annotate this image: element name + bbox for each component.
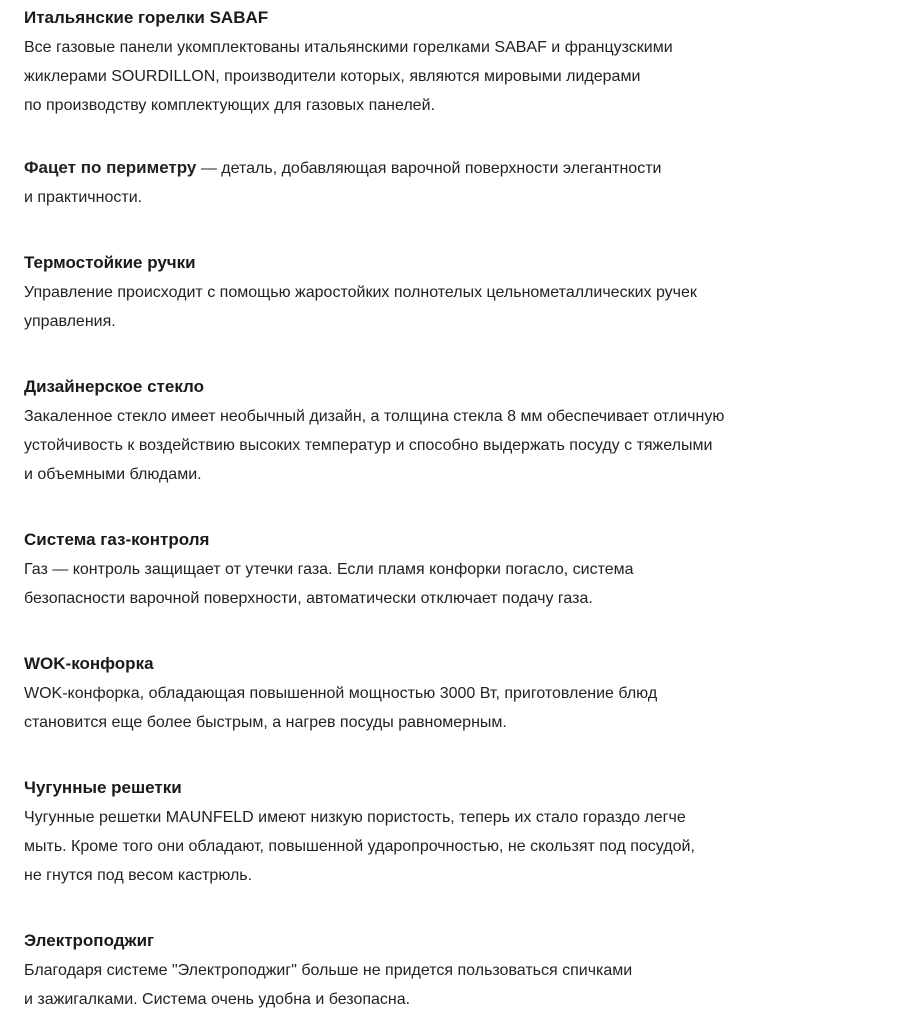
text-line	[24, 153, 879, 183]
text-line: мыть. Кроме того они обладают, повышенной ударопрочностью, не скользят под посудой,	[24, 838, 695, 855]
feature-gas-control	[24, 528, 879, 613]
feature-electric-ignition	[24, 929, 879, 1014]
text-line: жиклерами SOURDILLON, производители которых, являются мировыми лидерами	[24, 68, 641, 85]
text-line: и объемными блюдами.	[24, 466, 202, 483]
feature-text	[24, 33, 879, 120]
feature-text	[24, 803, 879, 890]
text-line: не гнутся под весом кастрюль.	[24, 867, 253, 884]
text-line: по производству комплектующих для газовых панелей.	[24, 97, 435, 114]
feature-text	[24, 278, 879, 336]
feature-title: Система газ-контроля	[24, 530, 210, 549]
feature-title: Фацет по периметру	[24, 158, 197, 177]
text-fragment: — деталь, добавляющая варочной поверхности элегантности	[196, 160, 662, 177]
text-line: и практичности.	[24, 189, 143, 206]
feature-text	[24, 153, 879, 212]
text-line: безопасности варочной поверхности, автоматически отключает подачу газа.	[24, 590, 593, 607]
text-line: WOK-конфорка, обладающая повышенной мощностью 3000 Вт, приготовление блюд	[24, 685, 658, 702]
feature-title: Чугунные решетки	[24, 778, 182, 797]
text-line: устойчивость к воздействию высоких температур и способно выдержать посуду с тяжелыми	[24, 437, 713, 454]
text-line: становится еще более быстрым, а нагрев посуды равномерным.	[24, 714, 507, 731]
text-line: управления.	[24, 313, 116, 330]
feature-text	[24, 555, 879, 613]
feature-title: Электроподжиг	[24, 931, 155, 950]
feature-wok-burner	[24, 652, 879, 737]
feature-text	[24, 956, 879, 1014]
text-line: Газ — контроль защищает от утечки газа. Если пламя конфорки погасло, система	[24, 561, 634, 578]
text-line: Управление происходит с помощью жаростойких полнотелых цельнометаллических ручек	[24, 284, 697, 301]
feature-heat-resistant-knobs	[24, 251, 879, 336]
text-line: Чугунные решетки MAUNFELD имеют низкую пористость, теперь их стало гораздо легче	[24, 809, 686, 826]
text-line: Закаленное стекло имеет необычный дизайн, а толщина стекла 8 мм обеспечивает отличную	[24, 408, 725, 425]
feature-text	[24, 402, 879, 489]
feature-title: Дизайнерское стекло	[24, 377, 205, 396]
feature-perimeter-facet	[24, 153, 879, 212]
feature-text	[24, 679, 879, 737]
feature-sabaf-burners	[24, 6, 879, 120]
text-line: Все газовые панели укомплектованы итальянскими горелками SABAF и французскими	[24, 39, 673, 56]
feature-title: Термостойкие ручки	[24, 253, 196, 272]
text-line: Благодаря системе "Электроподжиг" больше не придется пользоваться спичками	[24, 962, 633, 979]
text-line: и зажигалками. Система очень удобна и безопасна.	[24, 991, 411, 1008]
feature-title: Итальянские горелки SABAF	[24, 8, 269, 27]
feature-designer-glass	[24, 375, 879, 489]
feature-cast-iron-grates	[24, 776, 879, 890]
feature-title: WOK-конфорка	[24, 654, 154, 673]
